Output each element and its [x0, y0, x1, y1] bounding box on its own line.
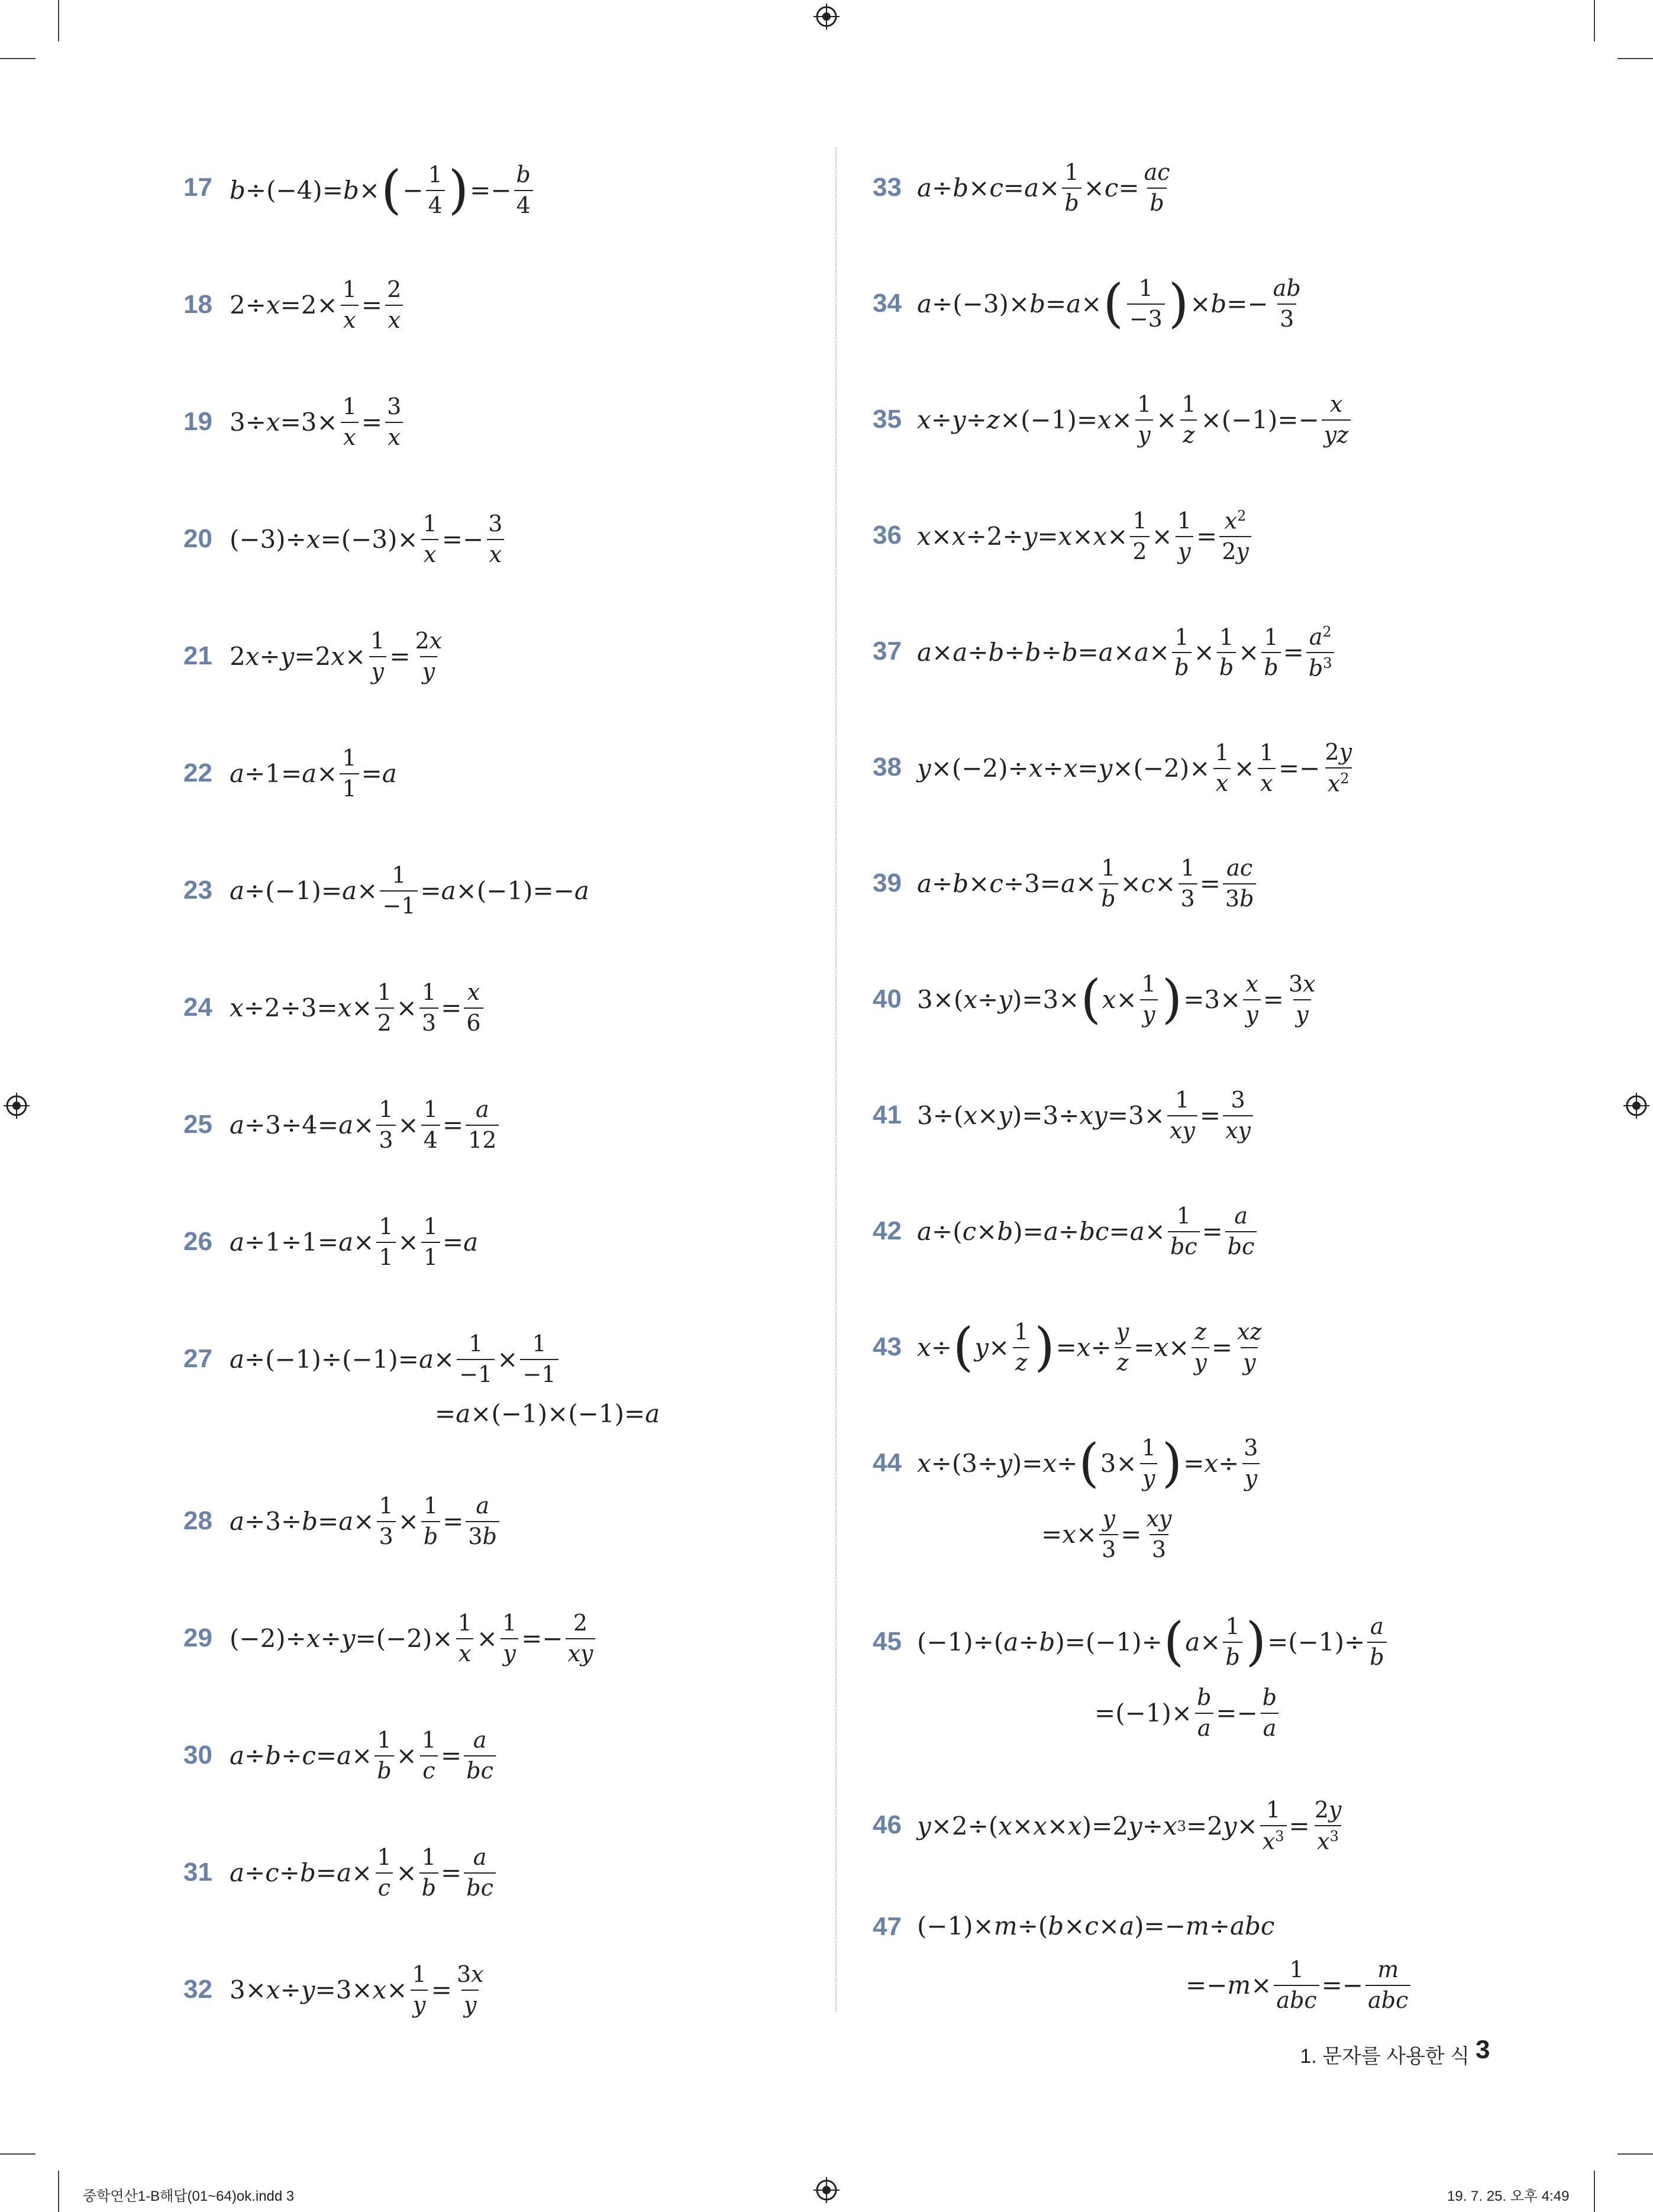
problem-number: 42: [873, 1216, 902, 1245]
problem-number: 22: [183, 758, 212, 787]
equation-continued: = x × $\frac{y}{3}$ = $\frac{xy}{3}$: [1041, 1506, 1172, 1562]
equation: a ÷3÷ b = a × $\frac{1}{3}$ × $\frac{1}{b}$ = $\frac{a}{3b}$: [230, 1494, 502, 1549]
problem-number: 18: [183, 290, 212, 319]
equation: 3÷( x × y )=3÷ xy =3× $\frac{1}{xy}$ = $\frac{3}{xy}$: [917, 1088, 1255, 1144]
problem-number: 46: [873, 1810, 902, 1839]
equation: a ÷ c ÷ b = a × $\frac{1}{c}$ × $\frac{1}{b}$ = $\frac{a}{bc}$: [230, 1845, 498, 1901]
problem-number: 27: [183, 1344, 212, 1373]
equation: x ÷ ( y × $\frac{1}{z}$ ) = x ÷ $\frac{y}{z}$ = x × $\frac{z}{y}$ = $\frac{xz}{y}$: [917, 1316, 1262, 1378]
equation: a ÷ b × c = a × $\frac{1}{b}$ × c = $\frac{ac}{b}$: [917, 159, 1170, 216]
crop-mark: [58, 2171, 59, 2212]
problem-number: 17: [183, 173, 212, 202]
problem-number: 31: [183, 1858, 212, 1887]
problem-number: 21: [183, 641, 212, 670]
crop-mark: [0, 2153, 35, 2155]
equation: y ×(−2)÷ x ÷ x = y ×(−2)× $\frac{1}{x}$ × $\frac{1}{x}$ =− $\frac{2y}{x^2}$: [917, 739, 1352, 797]
equation: x ÷ y ÷ z ×(−1)= x × $\frac{1}{y}$ × $\frac{1}{z}$ ×(−1)=− $\frac{x}{yz}$: [917, 392, 1353, 448]
slug-timestamp: 19. 7. 25. 오후 4:49: [1447, 2188, 1570, 2204]
equation: (−1)× m ÷( b × c × a )=− m ÷ abc: [917, 1911, 1275, 1940]
problem-number: 19: [183, 407, 212, 436]
registration-mark-icon: [4, 1093, 30, 1119]
equation: a ÷(−3)× b = a × ( $\frac{1}{-3}$ ) × b =− $\frac{ab}{3}$: [917, 273, 1301, 334]
problem-number: 43: [873, 1332, 902, 1361]
problem-number: 23: [183, 876, 212, 905]
crop-mark: [1618, 58, 1653, 59]
page-number: 3: [1476, 2035, 1490, 2064]
equation: 2÷ x =2× $\frac{1}{x}$ = $\frac{2}{x}$: [230, 277, 406, 333]
registration-mark-icon: [813, 2177, 840, 2203]
equation: y ×2÷( x × x × x )=2 y ÷ x 3 =2 y × $\frac{1}{x^3}$ = $\frac{2y}{x^3}$: [917, 1797, 1342, 1855]
problem-number: 38: [873, 753, 902, 782]
problem-number: 36: [873, 521, 902, 550]
equation: a ÷3÷4= a × $\frac{1}{3}$ × $\frac{1}{4}$ = $\frac{a}{12}$: [230, 1097, 501, 1153]
equation: a × a ÷ b ÷ b ÷ b = a × a × $\frac{1}{b}$ × $\frac{1}{b}$ × $\frac{1}{b}$ = $\frac{a^2}{b^3}$: [917, 624, 1336, 682]
equation: x ÷2÷3= x × $\frac{1}{2}$ × $\frac{1}{3}$ = $\frac{x}{6}$: [230, 980, 486, 1036]
problem-number: 28: [183, 1506, 212, 1535]
equation: b ÷(−4)= b × ( − $\frac{1}{4}$ ) =− $\frac{b}{4}$: [230, 163, 535, 218]
crop-mark: [58, 0, 59, 41]
crop-mark: [0, 58, 35, 59]
problem-number: 26: [183, 1227, 212, 1256]
equation: x ÷(3÷ y )= x ÷ ( 3× $\frac{1}{y}$ ) = x ÷ $\frac{3}{y}$: [917, 1436, 1263, 1491]
registration-mark-icon: [1623, 1093, 1649, 1119]
equation: a ÷( c × b )= a ÷ bc = a × $\frac{1}{bc}$ = $\frac{a}{bc}$: [917, 1204, 1259, 1260]
slug-filename: 중학연산1-B해답(01~64)ok.indd 3: [83, 2188, 295, 2204]
equation: 3÷ x =3× $\frac{1}{x}$ = $\frac{3}{x}$: [230, 395, 406, 450]
problem-number: 29: [183, 1623, 212, 1652]
equation: a ÷ b ÷ c = a × $\frac{1}{b}$ × $\frac{1}{c}$ = $\frac{a}{bc}$: [230, 1728, 498, 1784]
problem-number: 25: [183, 1110, 212, 1139]
equation: x × x ÷2÷ y = x × x × $\frac{1}{2}$ × $\frac{1}{y}$ = $\frac{x^2}{2y}$: [917, 508, 1254, 564]
problem-number: 44: [873, 1448, 902, 1477]
crop-mark: [1618, 2153, 1653, 2155]
registration-mark-icon: [813, 4, 840, 30]
equation: (−1)÷( a ÷ b )=(−1)÷ ( a × $\frac{1}{b}$ ) =(−1)÷ $\frac{a}{b}$: [917, 1614, 1389, 1670]
equation: 3×( x ÷ y )=3× ( x × $\frac{1}{y}$ ) =3× $\frac{x}{y}$ = $\frac{3x}{y}$: [917, 968, 1316, 1030]
problem-number: 24: [183, 993, 212, 1022]
problem-number: 45: [873, 1627, 902, 1656]
problem-number: 30: [183, 1740, 212, 1769]
equation: a ÷1= a × $\frac{1}{1}$ = a: [230, 745, 397, 802]
crop-mark: [1594, 0, 1595, 41]
equation: a ÷1÷1= a × $\frac{1}{1}$ × $\frac{1}{1}$ = a: [230, 1213, 479, 1270]
equation-continued: =− m × $\frac{1}{\text{abc}}$ =− $\frac{m}{\text{abc}}$: [1186, 1958, 1413, 2013]
equation-continued: =(−1)× $\frac{b}{a}$ =− $\frac{b}{a}$: [1095, 1685, 1281, 1741]
problem-number: 20: [183, 524, 212, 553]
problem-number: 39: [873, 868, 902, 897]
column-divider: [835, 148, 837, 2011]
equation: a ÷(−1)= a × $\frac{1}{-1}$ = a ×(−1)=− a: [230, 862, 589, 919]
problem-number: 37: [873, 637, 902, 666]
equation: (−3)÷ x =(−3)× $\frac{1}{x}$ =− $\frac{3}{x}$: [230, 512, 507, 567]
equation: 2 x ÷ y =2 x × $\frac{1}{y}$ = $\frac{2x}{y}$: [230, 628, 443, 684]
problem-number: 41: [873, 1100, 902, 1129]
equation-continued: = a ×(−1)×(−1)= a: [435, 1399, 660, 1428]
equation: 3× x ÷ y =3× x × $\frac{1}{y}$ = $\frac{3x}{y}$: [230, 1961, 484, 2018]
problem-number: 35: [873, 405, 902, 434]
equation: a ÷ b × c ÷3= a × $\frac{1}{b}$ × c × $\frac{1}{3}$ = $\frac{ac}{3b}$: [917, 856, 1258, 912]
problem-number: 33: [873, 173, 902, 202]
problem-number: 47: [873, 1912, 902, 1941]
chapter-title: 1. 문자를 사용한 식: [1300, 2045, 1470, 2068]
problem-number: 40: [873, 984, 902, 1013]
equation: a ÷(−1)÷(−1)= a × $\frac{1}{-1}$ × $\frac{1}{-1}$: [230, 1332, 561, 1387]
equation: (−2)÷ x ÷ y =(−2)× $\frac{1}{x}$ × $\frac{1}{y}$ =− $\frac{2}{xy}$: [230, 1611, 598, 1667]
problem-number: 32: [183, 1975, 212, 2004]
crop-mark: [1594, 2171, 1595, 2212]
problem-number: 34: [873, 289, 902, 318]
